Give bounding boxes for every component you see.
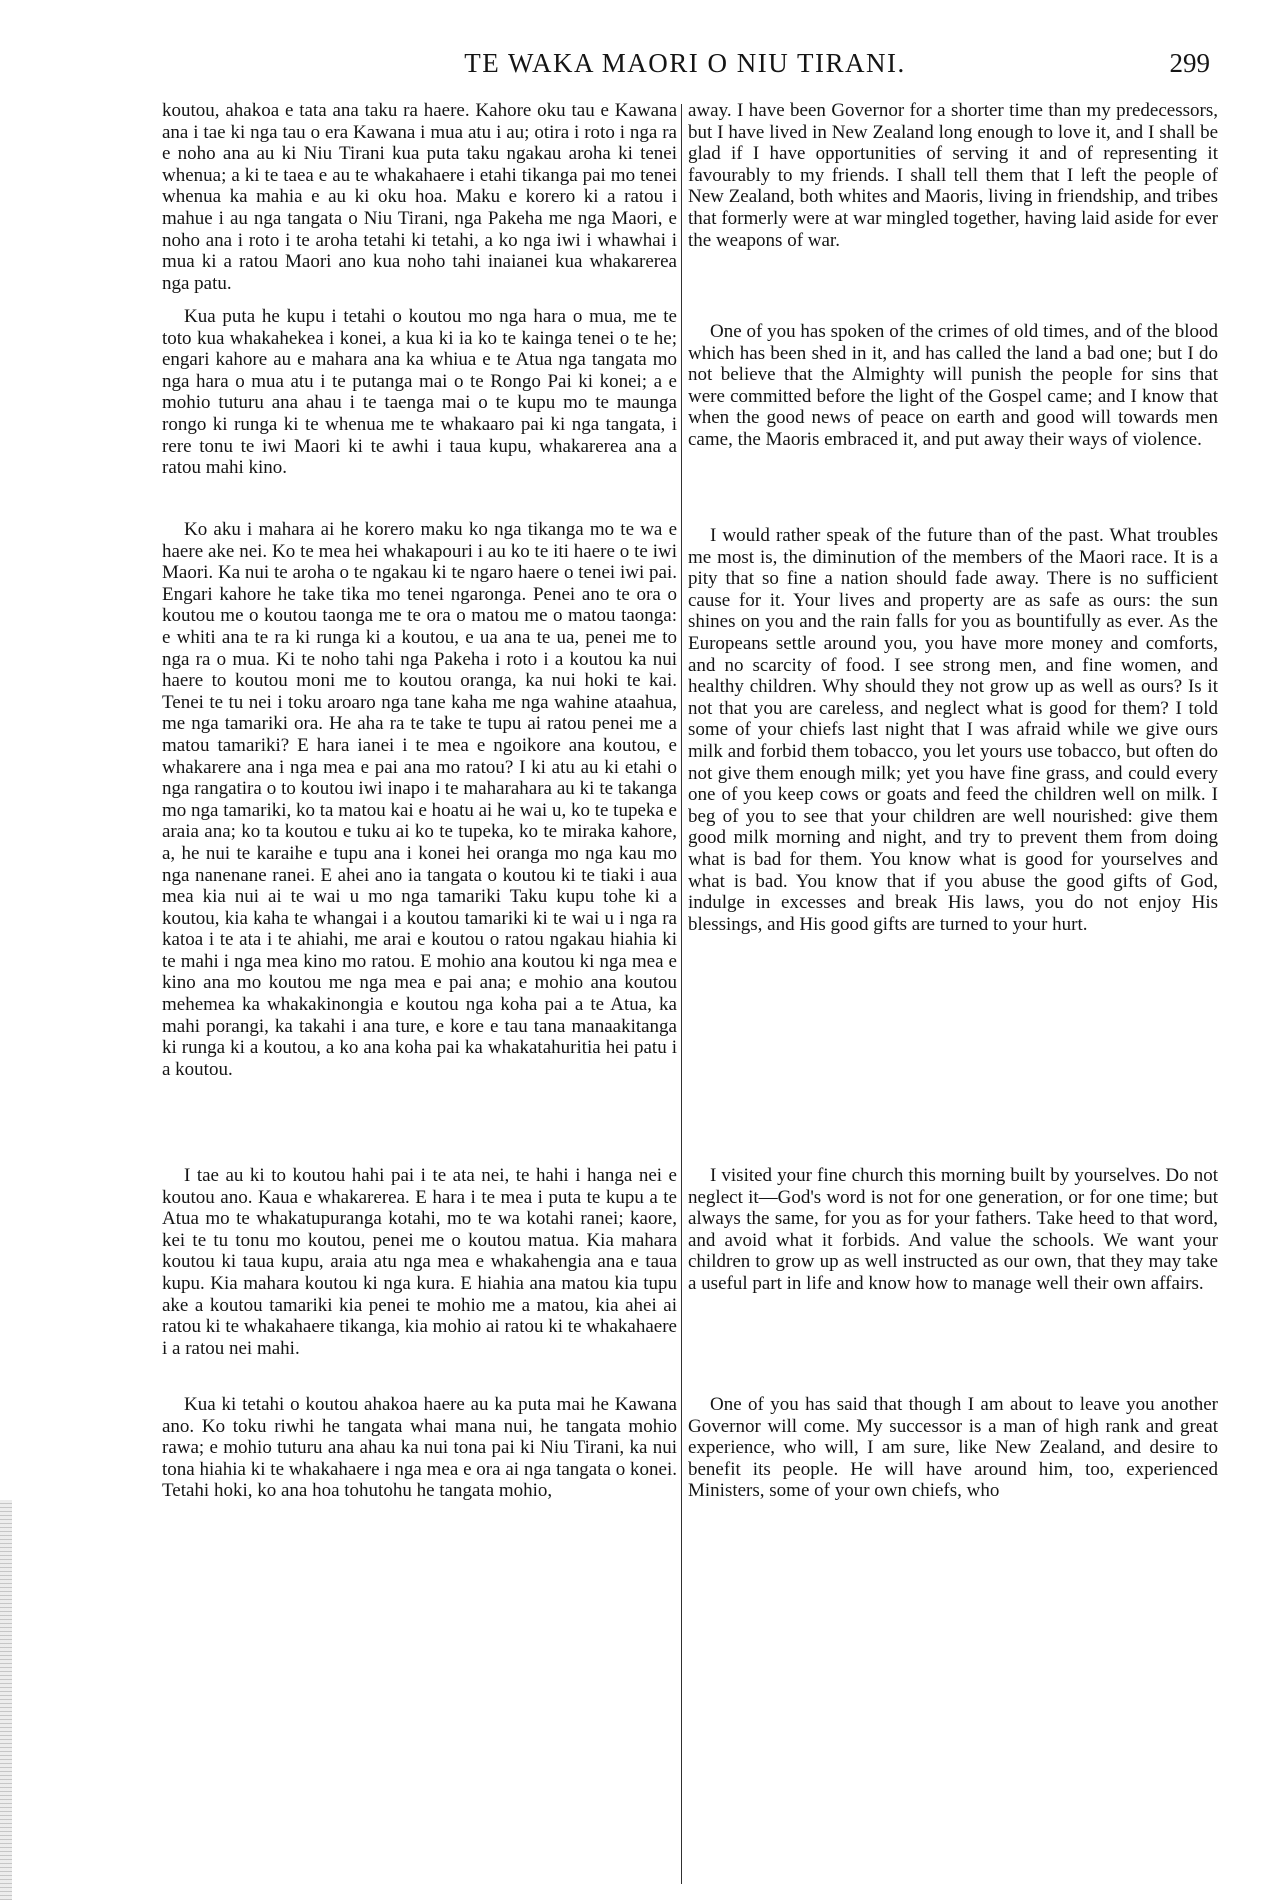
page-number: 299 bbox=[1169, 48, 1210, 78]
english-paragraph: One of you has said that though I am about to leave you another Governor will come. My successor is a man of high rank and great experience, who will, I am sure, like New Zealand, and desire to benefit its people. He will have around him, too, experienced Ministers, some of your own chiefs, who bbox=[688, 1394, 1218, 1502]
page-title: TE WAKA MAORI O NIU TIRANI. bbox=[464, 48, 906, 78]
column-divider bbox=[681, 104, 682, 1884]
maori-paragraph: I tae au ki to koutou hahi pai i te ata nei, te hahi i hanga nei e koutou ano. Kaua e whakarerea. E hara i te mea i puta te kupu a te Atua mo te whakatupuranga kotahi, mo te wa kotahi ranei; kaore, kei te tu tonu mo koutou, penei me o koutou matua. Kia mahara koutou ki taua kupu, araia atu nga mea e whakahengia ana e taua kupu. Kia mahara koutou ki nga kura. E hiahia ana matou kia tupu ake a koutou tamariki kia penei te mohio me a matou, kia ahei ai ratou ki te whakahaere tikanga, kia mohio ai ratou ki te whakahaere i a ratou nei mahi. bbox=[162, 1165, 677, 1359]
page-header bbox=[160, 48, 1210, 88]
scanned-margin-edge bbox=[0, 1500, 12, 1900]
maori-paragraph: Kua ki tetahi o koutou ahakoa haere au ka puta mai he Kawana ano. Ko toku riwhi he tangata whai mana nui, he tangata mohio rawa; e mohio tuturu ana ahau ka nui tona pai ki Niu Tirani, ka nui tona hiahia ki te whakahaere i nga mea e ora ai nga tangata o konei. Tetahi hoki, ko ana hoa tohutohu he tangata mohio, bbox=[162, 1394, 677, 1502]
maori-paragraph: Kua puta he kupu i tetahi o koutou mo nga hara o mua, me te toto kua whakahekea i konei, a kua ki ia ko te kainga tenei o te he; engari kahore au e mahara ana ka whiua e te Atua nga tangata mo nga hara o mua atu i te putanga mai o te Rongo Pai ki konei; a e mohio tuturu ana ahau i te taenga mai o te kupu mo te maunga rongo ki runga ki te whenua me te whakaaro pai ki nga tangata, i rere tonu te iwi Maori ki te awhi i taua kupu, whakarerea ana a ratou mahi kino. bbox=[162, 306, 677, 479]
english-paragraph: I would rather speak of the future than of the past. What troubles me most is, the diminution of the members of the Maori race. It is a pity that so fine a nation should fade away. There is no sufficient cause for it. Your lives and property are as safe as ours: the sun shines on you and the rain falls for you as bountifully as ever. As the Europeans settle around you, you have more money and comforts, and no scarcity of food. I see strong men, and fine women, and healthy children. Why should they not grow up as well as ours? Is it not that you are careless, and neglect what is good for them? I told some of your chiefs last night that I was afraid while we give ours milk and forbid them tobacco, you let yours use tobacco, but often do not give them enough milk; yet you have fine grass, and could every one of you keep cows or goats and feed the children well on milk. I beg of you to see that your children are well nourished: give them good milk morning and night, and try to prevent them from doing what is bad for them. You know what is good for yourselves and what is bad. You know that if you abuse the good gifts of God, indulge in excesses and break His laws, you do not enjoy His blessings, and His good gifts are turned to your hurt. bbox=[688, 525, 1218, 935]
english-paragraph: away. I have been Governor for a shorter time than my predecessors, but I have lived in New Zealand long enough to love it, and I shall be glad if I have opportunities of serving it and of representing it favourably to my friends. I shall tell them that I left the people of New Zealand, both whites and Maoris, living in friendship, and tribes that formerly were at war mingled together, having laid aside for ever the weapons of war. bbox=[688, 100, 1218, 251]
maori-paragraph: koutou, ahakoa e tata ana taku ra haere. Kahore oku tau e Kawana ana i tae ki nga tau o era Kawana i mua atu i au; otira i roto i nga ra e noho ana au ki Niu Tirani kua puta taku ngakau aroha ki tenei whenua; a ki te taea e au te whakahaere i etahi tikanga pai mo tenei whenua ka mahia e au ki oku hoa. Maku e korero ki a ratou i mahue i au nga tangata o Niu Tirani, nga Pakeha me nga Maori, e noho ana i roto i te aroha tetahi ki tetahi, a ko nga iwi i whawhai i mua ki a ratou Maori ano kua noho tahi inaianei kua whakarerea nga patu. bbox=[162, 100, 677, 294]
maori-column bbox=[162, 100, 677, 1884]
english-paragraph: I visited your fine church this morning built by yourselves. Do not neglect it—God's word is not for one generation, or for one time; but always the same, for you as for your fathers. Take heed to that word, and avoid what it forbids. And value the schools. We want your children to grow up as well instructed as our own, that they may take a useful part in life and know how to manage well their own affairs. bbox=[688, 1165, 1218, 1294]
english-paragraph: One of you has spoken of the crimes of old times, and of the blood which has been shed in it, and has called the land a bad one; but I do not believe that the Almighty will punish the people for sins that were committed before the light of the Gospel came; and I know that when the good news of peace on earth and good will towards men came, the Maoris embraced it, and put away their ways of violence. bbox=[688, 321, 1218, 450]
maori-paragraph: Ko aku i mahara ai he korero maku ko nga tikanga mo te wa e haere ake nei. Ko te mea hei whakapouri i au ko te iti haere o te iwi Maori. Ka nui te aroha o te ngakau ki te ngaro haere o tenei iwi pai. Engari kahore he take tika mo tenei ngaronga. Penei ano te ora o koutou me o koutou taonga me te ora o matou me o matou taonga: e whiti ana te ra ki runga ki a koutou, e ua ana te ua, penei me to nga ra o mua. Ki te noho tahi nga Pakeha i roto i a koutou ka nui haere to koutou moni me to koutou oranga, ka nui hoki te kai. Tenei te tu nei i toku aroaro nga tane kaha me nga wahine ataahua, me nga tamariki ora. He aha ra te take te tupu ai ratou penei me a matou tamariki? E hara ianei i te mea e ngoikore ana koutou, e whakarere ana i nga mea e pai ana mo ratou? I ki atu au ki etahi o nga rangatira o to koutou iwi inapo i te maharahara au ki te takanga mo nga tamariki, ko ta matou kai e hoatu ai he wai u, ko te tupeka e araia ana; ko ta koutou e tuku ai ko te tupeka, ko te miraka kahore, a, he nui te karaihe e tupu ana i konei hei oranga mo nga kau mo nga nanenane ranei. E ahei ano ia tangata o koutou ki te tiaki i aua mea kia nui ai te wai u mo nga tamariki Taku kupu tohe ki a koutou, kia kaha te whangai i a koutou tamariki ki te wai u i nga ra katoa i te ata i te ahiahi, me arai e koutou o ratou ngakau hiahia ki te mahi i nga mea kino mo ratou. E mohio ana koutou ki nga mea e kino ana mo koutou me nga mea e pai ana; e mohio ana koutou mehemea ka whakakinongia e koutou nga koha pai a te Atua, ka mahi porangi, ka takahi i ana ture, e kore e tau tana manaakitanga ki runga ki a koutou, a ko ana koha pai ka whakatahuritia hei patu i a koutou. bbox=[162, 519, 677, 1080]
english-column bbox=[688, 100, 1218, 1884]
